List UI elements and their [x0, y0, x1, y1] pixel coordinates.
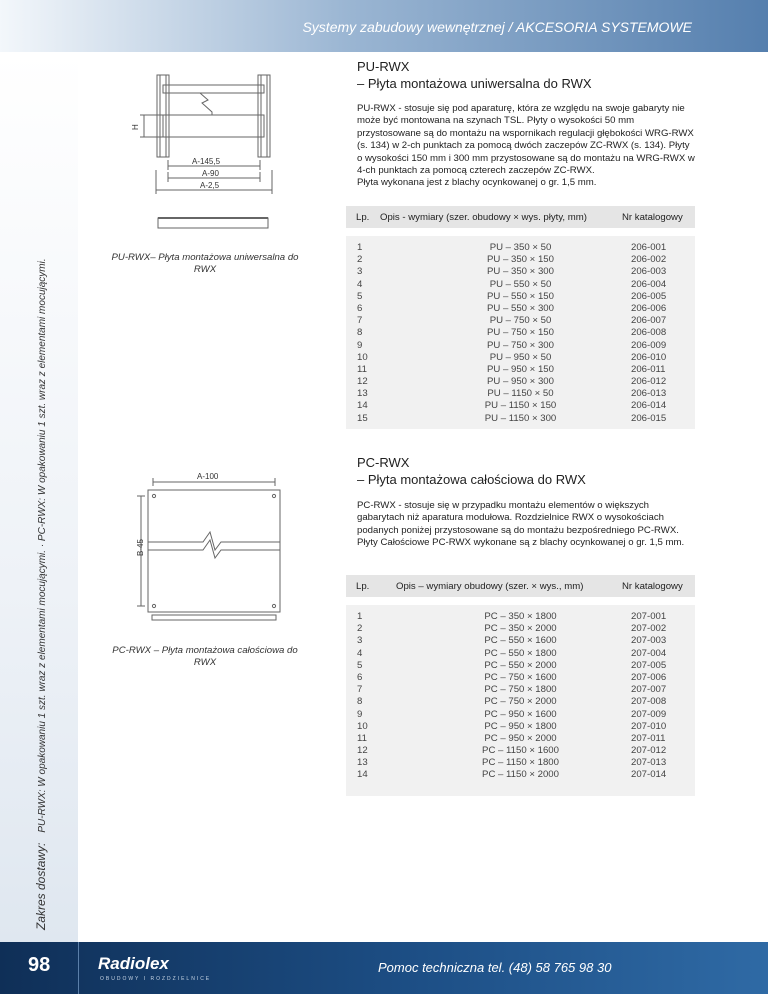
pu-title-name: – Płyta montażowa uniwersalna do RWX [357, 76, 592, 91]
row-description: PC – 1150 × 1600 [482, 745, 559, 757]
row-number: 9 [357, 339, 363, 351]
pu-table-body [346, 236, 695, 429]
pu-col-cat: Nr katalogowy [622, 212, 683, 223]
row-catalog-number: 206-005 [631, 290, 667, 302]
pu-dim-a1: A-145,5 [192, 157, 221, 166]
row-catalog-number: 207-009 [631, 708, 667, 720]
pc-title [357, 454, 586, 488]
table-row [346, 648, 695, 660]
pc-title-name: – Płyta montażowa całościowa do RWX [357, 472, 586, 487]
table-row [346, 388, 695, 400]
row-description: PU – 350 × 50 [489, 242, 552, 253]
pc-col-desc: Opis – wymiary obudowy (szer. × wys., mm) [396, 581, 584, 592]
table-row [346, 672, 695, 684]
pu-dim-a2: A-90 [202, 169, 219, 178]
row-description: PU – 350 × 150 [487, 254, 554, 266]
row-number: 2 [357, 254, 363, 266]
row-description: PC – 1150 × 1800 [482, 757, 559, 769]
row-description: PC – 950 × 1800 [484, 720, 557, 732]
pu-description: PU-RWX - stosuje się pod aparaturę, która ze względu na swoje gabaryty nie może być montowana na szynach TSL. Płyty o wysokości 50 mm przystosowane są do montażu na wspornikach regulacji głębokości WRG-RWX (s. 134) w 2-ch punktach za pomocą dwóch zaczepów ZC-RWX (s. 134). Płyty o wysokości 150 mm i 300 mm przystosowane są do montażu na WRG-RWX w 4-ch punktach za pomocą czterech zaczepów ZC-RWX. Płyta wykonana jest z blachy ocynkowanej o gr. 1,5 mm. [357, 103, 695, 189]
row-number: 14 [357, 400, 368, 412]
pu-col-desc: Opis - wymiary (szer. obudowy × wys. płyty, mm) [380, 212, 587, 223]
delivery-scope-label: Zakres dostawy: [34, 842, 48, 930]
pc-table [346, 575, 695, 796]
row-number: 5 [357, 290, 363, 302]
row-description: PU – 1150 × 150 [484, 400, 557, 412]
pc-title-code: PC-RWX [357, 455, 410, 470]
row-description: PU – 950 × 300 [487, 376, 554, 388]
pu-title [357, 58, 592, 92]
pc-caption: PC-RWX – Płyta montażowa całościowa do RWX [112, 645, 298, 668]
table-row [346, 623, 695, 635]
row-number: 5 [357, 659, 363, 671]
pu-col-lp: Lp. [356, 212, 370, 223]
row-catalog-number: 207-014 [631, 769, 667, 781]
row-number: 1 [357, 242, 363, 253]
pu-dim-a3: A-2,5 [200, 181, 220, 190]
row-description: PU – 1150 × 300 [484, 412, 557, 424]
header-title: Systemy zabudowy wewnętrznej / AKCESORIA SYSTEMOWE [302, 19, 692, 35]
row-number: 11 [357, 363, 367, 375]
table-row [346, 757, 695, 769]
row-catalog-number: 206-008 [631, 327, 667, 339]
row-description: PU – 550 × 300 [487, 302, 554, 314]
row-number: 7 [357, 684, 363, 696]
row-description: PC – 550 × 1600 [484, 635, 557, 647]
row-number: 7 [357, 315, 363, 327]
footer-divider [78, 942, 79, 994]
table-row [346, 635, 695, 647]
pc-col-lp: Lp. [356, 581, 370, 592]
table-row [346, 266, 695, 278]
pu-caption: PU-RWX– Płyta montażowa uniwersalna do RWX [111, 252, 299, 275]
row-number: 12 [357, 376, 368, 388]
row-description: PC – 950 × 1600 [484, 708, 557, 720]
pu-table-header [346, 206, 695, 228]
row-description: PC – 750 × 1600 [484, 671, 557, 683]
row-catalog-number: 207-004 [631, 647, 667, 659]
row-description: PC – 750 × 1800 [484, 684, 557, 696]
row-description: PC – 950 × 2000 [484, 732, 557, 744]
page-header [0, 0, 768, 52]
table-row [346, 660, 695, 672]
row-catalog-number: 207-002 [631, 623, 667, 635]
table-row [346, 721, 695, 733]
row-number: 10 [357, 351, 368, 363]
table-row [346, 413, 695, 425]
row-catalog-number: 206-010 [631, 351, 667, 363]
row-catalog-number: 206-014 [631, 400, 667, 412]
row-catalog-number: 207-008 [631, 696, 667, 708]
pu-dim-h: H [131, 124, 140, 130]
row-description: PU – 950 × 50 [489, 351, 552, 363]
row-catalog-number: 206-013 [631, 388, 667, 400]
row-number: 12 [357, 745, 368, 757]
support-phone: Pomoc techniczna tel. (48) 58 765 98 30 [378, 960, 612, 975]
row-catalog-number: 206-003 [631, 266, 667, 278]
pc-dim-a: A-100 [197, 472, 219, 481]
row-description: PC – 550 × 1800 [484, 647, 557, 659]
table-row [346, 611, 695, 623]
table-row [346, 684, 695, 696]
pc-table-header [346, 575, 695, 597]
row-catalog-number: 207-011 [631, 732, 666, 744]
row-number: 10 [357, 720, 368, 732]
table-row [346, 303, 695, 315]
row-catalog-number: 206-006 [631, 302, 667, 314]
table-row [346, 696, 695, 708]
row-description: PU – 750 × 150 [487, 327, 554, 339]
pc-description: PC-RWX - stosuje się w przypadku montażu elementów o większych gabarytach niż aparatura modułowa. Rozdzielnice RWX o wysokościach podanych poniżej przystosowane są do montażu bezpośredniego PC-RWX. Płyty Całościowe PC-RWX wykonane są z blachy ocynkowanej o gr. 1,5 mm. [357, 500, 685, 549]
table-row [346, 327, 695, 339]
row-description: PU – 950 × 150 [487, 363, 554, 375]
row-number: 11 [357, 732, 367, 744]
row-catalog-number: 206-009 [631, 339, 667, 351]
row-number: 4 [357, 647, 363, 659]
table-row [346, 376, 695, 388]
table-row [346, 242, 695, 254]
row-description: PU – 1150 × 50 [487, 388, 554, 400]
row-description: PC – 550 × 2000 [484, 659, 557, 671]
row-number: 9 [357, 708, 363, 720]
pu-title-code: PU-RWX [357, 59, 410, 74]
row-catalog-number: 206-012 [631, 376, 667, 388]
row-number: 13 [357, 757, 368, 769]
row-catalog-number: 206-002 [631, 254, 667, 266]
row-description: PU – 750 × 50 [489, 315, 552, 327]
row-catalog-number: 207-006 [631, 671, 667, 683]
delivery-scope [34, 258, 48, 930]
page-number: 98 [28, 954, 51, 976]
page-footer [0, 942, 768, 994]
row-catalog-number: 207-001 [631, 611, 667, 622]
row-catalog-number: 206-015 [631, 412, 667, 424]
pu-drawing [130, 70, 300, 250]
row-catalog-number: 206-007 [631, 315, 667, 327]
row-description: PU – 550 × 150 [487, 290, 554, 302]
row-description: PC – 350 × 2000 [484, 623, 557, 635]
row-catalog-number: 207-010 [631, 720, 667, 732]
row-catalog-number: 206-004 [631, 278, 667, 290]
row-number: 6 [357, 302, 363, 314]
pc-col-cat: Nr katalogowy [622, 581, 683, 592]
row-catalog-number: 207-005 [631, 659, 667, 671]
table-row [346, 279, 695, 291]
row-catalog-number: 207-007 [631, 684, 667, 696]
row-number: 2 [357, 623, 363, 635]
row-description: PU – 750 × 300 [487, 339, 554, 351]
brand-tagline: OBUDOWY I ROZDZIELNICE [100, 976, 212, 982]
row-description: PC – 1150 × 2000 [482, 769, 559, 781]
table-row [346, 254, 695, 266]
row-number: 14 [357, 769, 368, 781]
row-number: 3 [357, 266, 363, 278]
row-number: 15 [357, 412, 368, 424]
table-row [346, 769, 695, 781]
row-description: PC – 350 × 1800 [484, 611, 557, 622]
table-row [346, 400, 695, 412]
table-row [346, 733, 695, 745]
table-row [346, 315, 695, 327]
row-number: 13 [357, 388, 368, 400]
table-row [346, 364, 695, 376]
row-catalog-number: 207-012 [631, 745, 667, 757]
delivery-scope-text: PU-RWX: W opakowaniu 1 szt. wraz z elementami mocującymi. · PC-RWX: W opakowaniu 1 szt. wraz z elementami mocującymi. [37, 258, 48, 833]
table-row [346, 709, 695, 721]
pc-table-body [346, 605, 695, 796]
pc-drawing [125, 470, 285, 630]
row-description: PU – 350 × 300 [487, 266, 554, 278]
pu-table [346, 206, 695, 429]
table-row [346, 340, 695, 352]
table-row [346, 745, 695, 757]
row-number: 4 [357, 278, 363, 290]
brand-logo: Radiolex [98, 954, 169, 973]
row-description: PU – 550 × 50 [489, 278, 552, 290]
row-description: PC – 750 × 2000 [484, 696, 557, 708]
row-catalog-number: 206-001 [631, 242, 667, 253]
row-number: 6 [357, 671, 363, 683]
table-row [346, 291, 695, 303]
row-number: 8 [357, 696, 363, 708]
row-catalog-number: 207-013 [631, 757, 667, 769]
pc-dim-b: B-45 [136, 539, 145, 556]
table-row [346, 352, 695, 364]
row-catalog-number: 207-003 [631, 635, 667, 647]
row-number: 1 [357, 611, 363, 622]
row-catalog-number: 206-011 [631, 363, 666, 375]
row-number: 8 [357, 327, 363, 339]
row-number: 3 [357, 635, 363, 647]
